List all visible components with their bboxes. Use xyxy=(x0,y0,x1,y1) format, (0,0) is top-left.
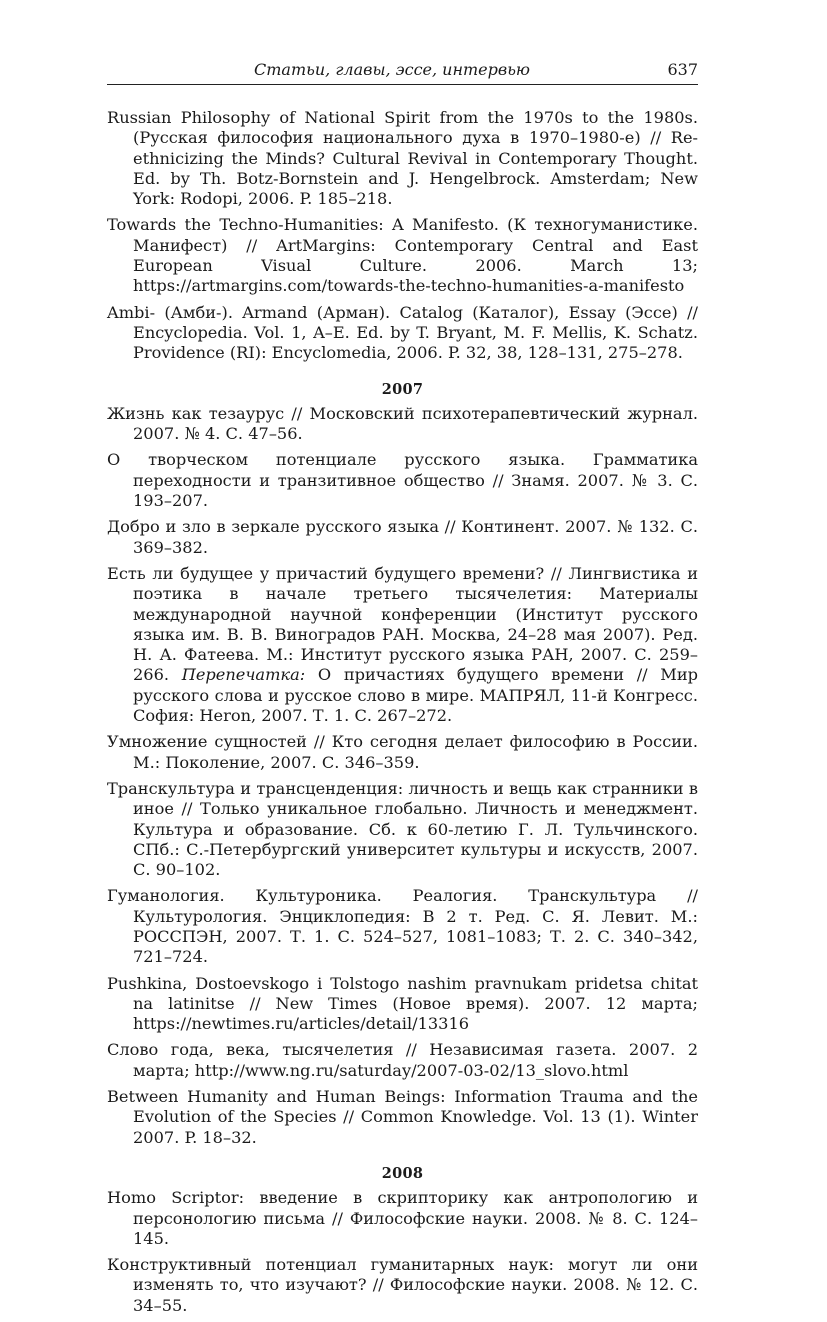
bibliography-entry: О творческом потенциале русского языка. Грамматика переходности и транзитивное общество // Знамя. 2007. № 3. С. 193–207. xyxy=(107,450,698,511)
bibliography-entry: Транскультура и трансценденция: личность и вещь как странники в иное // Только уникальное глобально. Личность и менеджмент. Культура и образование. Сб. к 60-летию Г. Л. Тульчинского. СПб.: С.-Петербургский университет культуры и искусств, 2007. С. 90–102. xyxy=(107,778,698,880)
bibliography-entry: Russian Philosophy of National Spirit from the 1970s to the 1980s. (Русская философия национального духа в 1970–1980-е) // Re-ethnicizing the Minds? Cultural Revival in Contemporary Thought. Ed. by Th. Botz-Bornstein and J. Hengelbrock. Amsterdam; New York: Rodopi, 2006. P. 185–218. xyxy=(107,108,698,209)
bibliography-entry: Конструктивный потенциал гуманитарных наук: могут ли они изменять то, что изучают? // Философские науки. 2008. № 12. С. 34–55. xyxy=(107,1255,698,1315)
bibliography-entry: Ambi- (Амби-). Armand (Арман). Catalog (Каталог), Essay (Эссе) // Encyclopedia. Vol. 1, A–E. Ed. by T. Bryant, M. F. Mellis, K. Schatz. Providence (RI): Encyclomedia, 2006. P. 32, 38, 128–131, 275–278. xyxy=(107,302,698,363)
bibliography-entry: Homo Scriptor: введение в скрипторику как антропологию и персонологию письма // Философские науки. 2008. № 8. С. 124–145. xyxy=(107,1188,698,1248)
entry-main-text: Есть ли будущее у причастий будущего времени? // Лингвистика и поэтика в начале третьего тысячелетия: Материалы международной научной конференции (Институт русского языка им. В. В. Виноградов РАН. Москва, 24–28 мая 2007). Ред. Н. А. Фатеева. М.: Институт русского языка РАН, 2007. С. 259–266. xyxy=(107,563,698,685)
page-number: 637 xyxy=(667,60,698,79)
bibliography-entry: Гуманология. Культуроника. Реалогия. Транскультура // Культурология. Энциклопедия: В 2 т. Ред. С. Я. Левит. М.: РОССПЭН, 2007. Т. 1. С. 524–527, 1081–1083; Т. 2. С. 340–342, 721–724. xyxy=(107,886,698,967)
bibliography-entry: Умножение сущностей // Кто сегодня делает философию в России. М.: Поколение, 2007. С. 346–359. xyxy=(107,732,698,772)
reprint-label: Перепечатка: xyxy=(181,665,306,685)
bibliography-entry: Жизнь как тезаурус // Московский психотерапевтический журнал. 2007. № 4. С. 47–56. xyxy=(107,403,698,444)
year-heading-2008: 2008 xyxy=(381,1164,424,1182)
year-heading-2007: 2007 xyxy=(381,380,424,398)
bibliography-entry: Between Humanity and Human Beings: Information Trauma and the Evolution of the Species // Common Knowledge. Vol. 13 (1). Winter 2007. P. 18–32. xyxy=(107,1087,698,1147)
reprint-text: О причастиях будущего времени // Мир русского слова и русское слово в мире. МАПРЯЛ, 11-й Конгресс. София: Heron, 2007. Т. 1. С. 267–272. xyxy=(133,665,698,726)
bibliography-list xyxy=(107,108,698,1316)
running-header xyxy=(107,58,698,85)
book-page xyxy=(107,58,698,1322)
bibliography-entry-with-reprint xyxy=(107,564,698,726)
bibliography-entry: Добро и зло в зеркале русского языка // Континент. 2007. № 132. С. 369–382. xyxy=(107,517,698,557)
bibliography-entry: Pushkina, Dostoevskogo i Tolstogo nashim pravnukam pridetsa chitat na latinitse // New Times (Новое время). 2007. 12 марта; https://newtimes.ru/articles/detail/13316 xyxy=(107,973,698,1034)
bibliography-entry: Towards the Techno-Humanities: A Manifesto. (К техногуманистике. Манифест) // ArtMargins: Contemporary Central and East European Visual Culture. 2006. March 13; https://artmargins.com/towards-the-techno-humanities-a-manifesto xyxy=(107,215,698,296)
bibliography-entry: Слово года, века, тысячелетия // Независимая газета. 2007. 2 марта; http://www.ng.ru/saturday/2007-03-02/13_slovo.html xyxy=(107,1040,698,1080)
running-title: Статьи, главы, эссе, интервью xyxy=(254,60,530,79)
